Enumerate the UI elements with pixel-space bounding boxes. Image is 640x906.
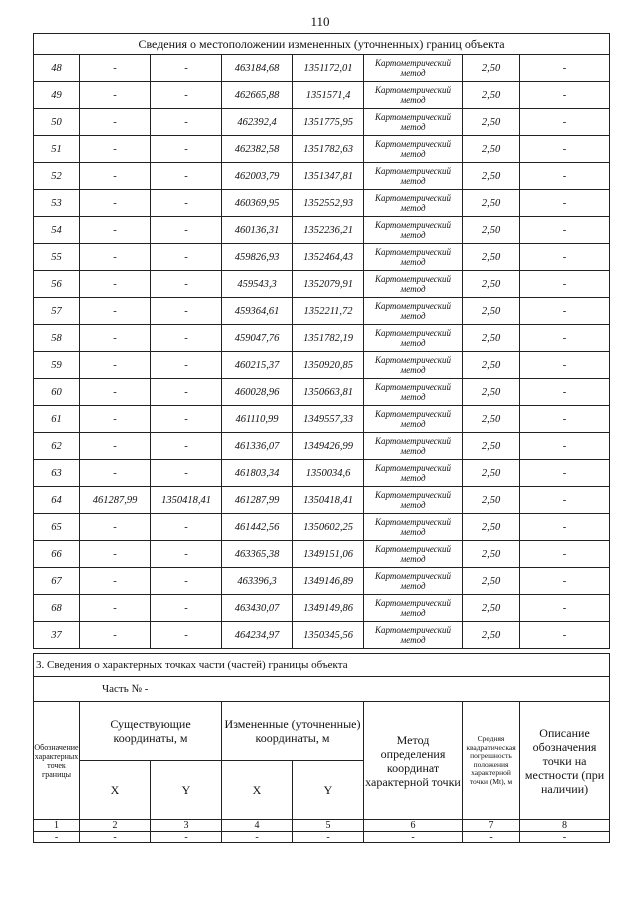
existing-y-cell: -	[151, 82, 222, 109]
existing-x-cell: -	[80, 136, 151, 163]
existing-y-cell: -	[151, 136, 222, 163]
point-number-cell: 54	[34, 217, 80, 244]
accuracy-cell: 2,50	[463, 541, 520, 568]
existing-x-cell: -	[80, 541, 151, 568]
changed-x-cell: 462392,4	[222, 109, 293, 136]
accuracy-cell: 2,50	[463, 379, 520, 406]
column-number-cell: 8	[520, 820, 610, 832]
header-existing-x: X	[80, 761, 151, 820]
accuracy-cell: 2,50	[463, 406, 520, 433]
accuracy-cell: 2,50	[463, 352, 520, 379]
header-accuracy: Средняя квадратическая погрешность положения характерной точки (Мt), м	[463, 702, 520, 820]
method-cell: Картометрический метод	[364, 406, 463, 433]
existing-x-cell: -	[80, 217, 151, 244]
table-row	[34, 325, 610, 352]
changed-x-cell: 461110,99	[222, 406, 293, 433]
page-number: 110	[310, 14, 330, 29]
changed-x-cell: 461287,99	[222, 487, 293, 514]
existing-y-cell: -	[151, 244, 222, 271]
existing-y-cell: -	[151, 568, 222, 595]
changed-x-cell: 460028,96	[222, 379, 293, 406]
table-row	[34, 568, 610, 595]
header-changed-coords: Измененные (уточненные) координаты, м	[222, 702, 364, 761]
point-number-cell: 62	[34, 433, 80, 460]
header-description: Описание обозначения точки на местности (при наличии)	[520, 702, 610, 820]
existing-y-cell: -	[151, 298, 222, 325]
description-cell: -	[520, 82, 610, 109]
method-cell: Картометрический метод	[364, 298, 463, 325]
accuracy-cell: 2,50	[463, 460, 520, 487]
description-cell: -	[520, 298, 610, 325]
table-row	[34, 217, 610, 244]
existing-x-cell: -	[80, 271, 151, 298]
table-row	[34, 136, 610, 163]
accuracy-cell: 2,50	[463, 325, 520, 352]
changed-y-cell: 1351347,81	[293, 163, 364, 190]
column-number-cell: 5	[293, 820, 364, 832]
table-row	[34, 244, 610, 271]
changed-x-cell: 460215,37	[222, 352, 293, 379]
method-cell: Картометрический метод	[364, 217, 463, 244]
point-number-cell: 55	[34, 244, 80, 271]
point-number-cell: 66	[34, 541, 80, 568]
table-row	[34, 595, 610, 622]
accuracy-cell: 2,50	[463, 622, 520, 649]
changed-y-cell: 1351782,19	[293, 325, 364, 352]
method-cell: Картометрический метод	[364, 82, 463, 109]
existing-y-cell: -	[151, 514, 222, 541]
point-number-cell: 57	[34, 298, 80, 325]
changed-x-cell: 460136,31	[222, 217, 293, 244]
accuracy-cell: 2,50	[463, 109, 520, 136]
point-number-cell: 59	[34, 352, 80, 379]
point-number-cell: 65	[34, 514, 80, 541]
method-cell: Картометрический метод	[364, 55, 463, 82]
column-number-cell: 3	[151, 820, 222, 832]
point-number-cell: 63	[34, 460, 80, 487]
existing-x-cell: 461287,99	[80, 487, 151, 514]
existing-x-cell: -	[80, 595, 151, 622]
existing-x-cell: -	[80, 379, 151, 406]
changed-y-cell: 1349151,06	[293, 541, 364, 568]
existing-y-cell: -	[151, 352, 222, 379]
accuracy-cell: 2,50	[463, 136, 520, 163]
point-number-cell: 52	[34, 163, 80, 190]
description-cell: -	[520, 55, 610, 82]
method-cell: Картометрический метод	[364, 136, 463, 163]
existing-y-cell: -	[151, 595, 222, 622]
existing-x-cell: -	[80, 109, 151, 136]
accuracy-cell: 2,50	[463, 244, 520, 271]
changed-x-cell: 463365,38	[222, 541, 293, 568]
method-cell: Картометрический метод	[364, 190, 463, 217]
empty-cell: -	[520, 832, 610, 843]
existing-x-cell: -	[80, 433, 151, 460]
changed-y-cell: 1349146,89	[293, 568, 364, 595]
empty-cell: -	[222, 832, 293, 843]
point-number-cell: 49	[34, 82, 80, 109]
changed-x-cell: 459364,61	[222, 298, 293, 325]
description-cell: -	[520, 109, 610, 136]
table-row	[34, 514, 610, 541]
method-cell: Картометрический метод	[364, 325, 463, 352]
description-cell: -	[520, 163, 610, 190]
point-number-cell: 50	[34, 109, 80, 136]
accuracy-cell: 2,50	[463, 163, 520, 190]
method-cell: Картометрический метод	[364, 460, 463, 487]
description-cell: -	[520, 244, 610, 271]
changed-x-cell: 460369,95	[222, 190, 293, 217]
existing-x-cell: -	[80, 352, 151, 379]
table-row	[34, 622, 610, 649]
changed-x-cell: 464234,97	[222, 622, 293, 649]
changed-y-cell: 1350920,85	[293, 352, 364, 379]
point-number-cell: 51	[34, 136, 80, 163]
method-cell: Картометрический метод	[364, 109, 463, 136]
point-number-cell: 56	[34, 271, 80, 298]
changed-y-cell: 1352236,21	[293, 217, 364, 244]
accuracy-cell: 2,50	[463, 82, 520, 109]
table-row	[34, 352, 610, 379]
changed-y-cell: 1350345,56	[293, 622, 364, 649]
changed-y-cell: 1349149,86	[293, 595, 364, 622]
point-number-cell: 48	[34, 55, 80, 82]
method-cell: Картометрический метод	[364, 163, 463, 190]
method-cell: Картометрический метод	[364, 244, 463, 271]
changed-x-cell: 461803,34	[222, 460, 293, 487]
description-cell: -	[520, 136, 610, 163]
existing-x-cell: -	[80, 163, 151, 190]
empty-cell: -	[364, 832, 463, 843]
table-row	[34, 460, 610, 487]
existing-x-cell: -	[80, 568, 151, 595]
method-cell: Картометрический метод	[364, 433, 463, 460]
method-cell: Картометрический метод	[364, 271, 463, 298]
changed-x-cell: 463396,3	[222, 568, 293, 595]
description-cell: -	[520, 568, 610, 595]
existing-x-cell: -	[80, 55, 151, 82]
existing-x-cell: -	[80, 244, 151, 271]
existing-x-cell: -	[80, 82, 151, 109]
header-changed-y: Y	[293, 761, 364, 820]
description-cell: -	[520, 541, 610, 568]
table-row	[34, 82, 610, 109]
table-row	[34, 55, 610, 82]
existing-y-cell: -	[151, 379, 222, 406]
point-number-cell: 53	[34, 190, 80, 217]
table-header: Сведения о местоположении измененных (уточненных) границ объекта	[34, 34, 610, 55]
existing-y-cell: 1350418,41	[151, 487, 222, 514]
table-row	[34, 433, 610, 460]
description-cell: -	[520, 271, 610, 298]
description-cell: -	[520, 487, 610, 514]
point-number-cell: 60	[34, 379, 80, 406]
empty-cell: -	[151, 832, 222, 843]
existing-y-cell: -	[151, 406, 222, 433]
existing-x-cell: -	[80, 622, 151, 649]
method-cell: Картометрический метод	[364, 595, 463, 622]
accuracy-cell: 2,50	[463, 514, 520, 541]
accuracy-cell: 2,50	[463, 487, 520, 514]
method-cell: Картометрический метод	[364, 622, 463, 649]
part-points-table	[33, 653, 610, 843]
changed-x-cell: 459543,3	[222, 271, 293, 298]
changed-x-cell: 459047,76	[222, 325, 293, 352]
accuracy-cell: 2,50	[463, 568, 520, 595]
existing-x-cell: -	[80, 406, 151, 433]
existing-y-cell: -	[151, 163, 222, 190]
method-cell: Картометрический метод	[364, 514, 463, 541]
method-cell: Картометрический метод	[364, 487, 463, 514]
changed-y-cell: 1351571,4	[293, 82, 364, 109]
existing-y-cell: -	[151, 217, 222, 244]
point-number-cell: 37	[34, 622, 80, 649]
changed-y-cell: 1352079,91	[293, 271, 364, 298]
description-cell: -	[520, 622, 610, 649]
existing-y-cell: -	[151, 271, 222, 298]
existing-x-cell: -	[80, 190, 151, 217]
point-number-cell: 68	[34, 595, 80, 622]
method-cell: Картометрический метод	[364, 379, 463, 406]
changed-x-cell: 462382,58	[222, 136, 293, 163]
accuracy-cell: 2,50	[463, 298, 520, 325]
description-cell: -	[520, 406, 610, 433]
table-row	[34, 379, 610, 406]
description-cell: -	[520, 217, 610, 244]
changed-x-cell: 463184,68	[222, 55, 293, 82]
existing-y-cell: -	[151, 460, 222, 487]
point-number-cell: 58	[34, 325, 80, 352]
part-label: Часть № -	[34, 677, 610, 702]
changed-y-cell: 1350602,25	[293, 514, 364, 541]
header-changed-x: X	[222, 761, 293, 820]
changed-y-cell: 1349557,33	[293, 406, 364, 433]
changed-y-cell: 1352552,93	[293, 190, 364, 217]
header-point-designation: Обозначение характерных точек границы	[34, 702, 80, 820]
existing-x-cell: -	[80, 460, 151, 487]
description-cell: -	[520, 325, 610, 352]
table-row	[34, 271, 610, 298]
changed-y-cell: 1351782,63	[293, 136, 364, 163]
existing-y-cell: -	[151, 109, 222, 136]
method-cell: Картометрический метод	[364, 352, 463, 379]
changed-x-cell: 462003,79	[222, 163, 293, 190]
changed-y-cell: 1352211,72	[293, 298, 364, 325]
changed-y-cell: 1351775,95	[293, 109, 364, 136]
point-number-cell: 64	[34, 487, 80, 514]
changed-x-cell: 463430,07	[222, 595, 293, 622]
table-row	[34, 298, 610, 325]
changed-y-cell: 1352464,43	[293, 244, 364, 271]
section-3-title: 3. Сведения о характерных точках части (частей) границы объекта	[34, 654, 610, 677]
empty-cell: -	[293, 832, 364, 843]
header-existing-y: Y	[151, 761, 222, 820]
existing-x-cell: -	[80, 514, 151, 541]
existing-y-cell: -	[151, 622, 222, 649]
accuracy-cell: 2,50	[463, 433, 520, 460]
existing-y-cell: -	[151, 55, 222, 82]
accuracy-cell: 2,50	[463, 271, 520, 298]
column-number-cell: 2	[80, 820, 151, 832]
changed-x-cell: 459826,93	[222, 244, 293, 271]
point-number-cell: 67	[34, 568, 80, 595]
changed-y-cell: 1350418,41	[293, 487, 364, 514]
description-cell: -	[520, 352, 610, 379]
empty-cell: -	[80, 832, 151, 843]
empty-data-row	[34, 832, 610, 843]
table-row	[34, 190, 610, 217]
changed-x-cell: 461336,07	[222, 433, 293, 460]
column-number-cell: 7	[463, 820, 520, 832]
description-cell: -	[520, 460, 610, 487]
point-number-cell: 61	[34, 406, 80, 433]
header-method: Метод определения координат характерной точки	[364, 702, 463, 820]
existing-y-cell: -	[151, 325, 222, 352]
table-row	[34, 406, 610, 433]
accuracy-cell: 2,50	[463, 595, 520, 622]
column-number-cell: 4	[222, 820, 293, 832]
existing-y-cell: -	[151, 433, 222, 460]
empty-cell: -	[34, 832, 80, 843]
changed-y-cell: 1351172,01	[293, 55, 364, 82]
boundary-coordinates-table	[33, 33, 610, 649]
changed-y-cell: 1349426,99	[293, 433, 364, 460]
column-numbers-row	[34, 820, 610, 832]
header-existing-coords: Существующие координаты, м	[80, 702, 222, 761]
changed-x-cell: 462665,88	[222, 82, 293, 109]
existing-x-cell: -	[80, 298, 151, 325]
column-number-cell: 1	[34, 820, 80, 832]
empty-cell: -	[463, 832, 520, 843]
table-row	[34, 541, 610, 568]
changed-y-cell: 1350034,6	[293, 460, 364, 487]
accuracy-cell: 2,50	[463, 190, 520, 217]
accuracy-cell: 2,50	[463, 217, 520, 244]
column-number-cell: 6	[364, 820, 463, 832]
table-row	[34, 163, 610, 190]
existing-y-cell: -	[151, 190, 222, 217]
changed-x-cell: 461442,56	[222, 514, 293, 541]
description-cell: -	[520, 514, 610, 541]
table-row	[34, 487, 610, 514]
existing-x-cell: -	[80, 325, 151, 352]
changed-y-cell: 1350663,81	[293, 379, 364, 406]
method-cell: Картометрический метод	[364, 568, 463, 595]
description-cell: -	[520, 190, 610, 217]
method-cell: Картометрический метод	[364, 541, 463, 568]
description-cell: -	[520, 595, 610, 622]
table-row	[34, 109, 610, 136]
existing-y-cell: -	[151, 541, 222, 568]
description-cell: -	[520, 379, 610, 406]
accuracy-cell: 2,50	[463, 55, 520, 82]
description-cell: -	[520, 433, 610, 460]
